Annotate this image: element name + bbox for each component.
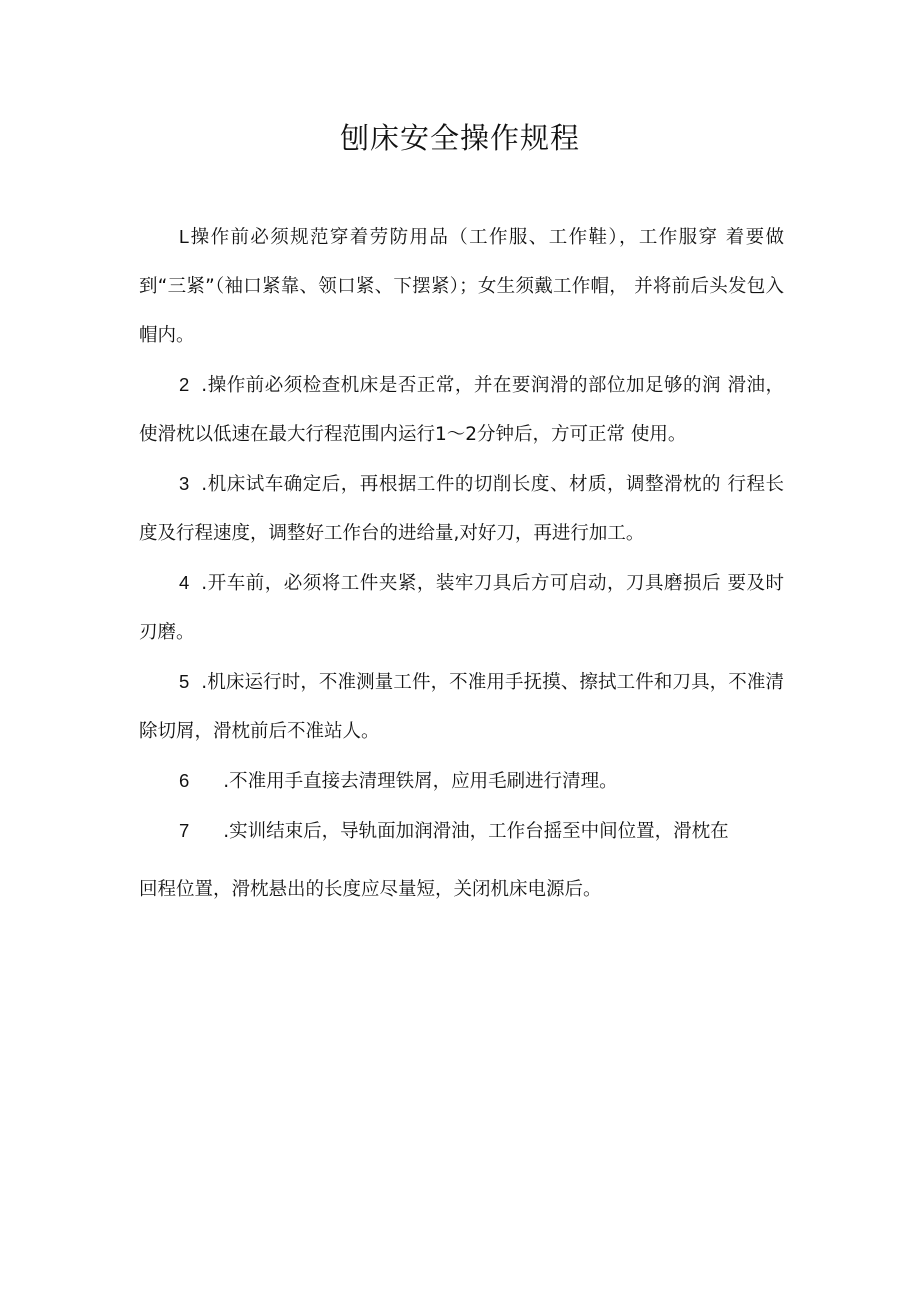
rule-text: .不准用手直接去清理铁屑，应用毛刷进行清理。 [223,771,618,792]
rule-number: 6 [179,770,190,791]
rule-text: .操作前必须检查机床是否正常，并在要润滑的部位加足够的润 滑油，使滑枕以低速在最大行程范围内运行1～2分钟后，方可正常 使用。 [139,375,784,445]
rule-number: 3 [179,473,190,494]
rule-number: 7 [179,820,190,841]
rule-number: L [179,226,190,247]
rule-text: 操作前必须规范穿着劳防用品（工作服、工作鞋），工作服穿 着要做到“三紧”（袖口紧靠、领口紧、下摆紧）；女生须戴工作帽， 并将前后头发包入帽内。 [139,227,784,346]
rule-text: .开车前，必须将工件夹紧，装牢刀具后方可启动，刀具磨损后 要及时刃磨。 [139,573,784,643]
rule-text-line-2: 回程位置，滑枕悬出的长度应尽量短，关闭机床电源后。 [139,879,602,900]
rule-paragraph-3 [139,459,784,558]
rule-number: 2 [179,374,190,395]
document-title: 刨床安全操作规程 [339,121,580,155]
rule-paragraph-6 [139,756,784,806]
rule-paragraph-4 [139,558,784,657]
rule-paragraph-5 [139,657,784,756]
rule-paragraph-1 [139,212,784,360]
rule-number: 4 [179,572,190,593]
rule-paragraph-7 [139,806,784,914]
rule-text: .机床运行时，不准测量工件，不准用手抚摸、擦拭工件和刀具，不准清除切屑，滑枕前后不准站人。 [139,672,784,742]
rule-text: .机床试车确定后，再根据工件的切削长度、材质，调整滑枕的 行程长度及行程速度，调整好工作台的进给量,对好刀，再进行加工。 [139,474,784,544]
document-body [139,212,784,914]
rule-paragraph-2 [139,360,784,459]
rule-number: 5 [179,671,190,692]
rule-text-line-1: .实训结束后，导轨面加润滑油，工作台摇至中间位置，滑枕在 [223,821,729,842]
